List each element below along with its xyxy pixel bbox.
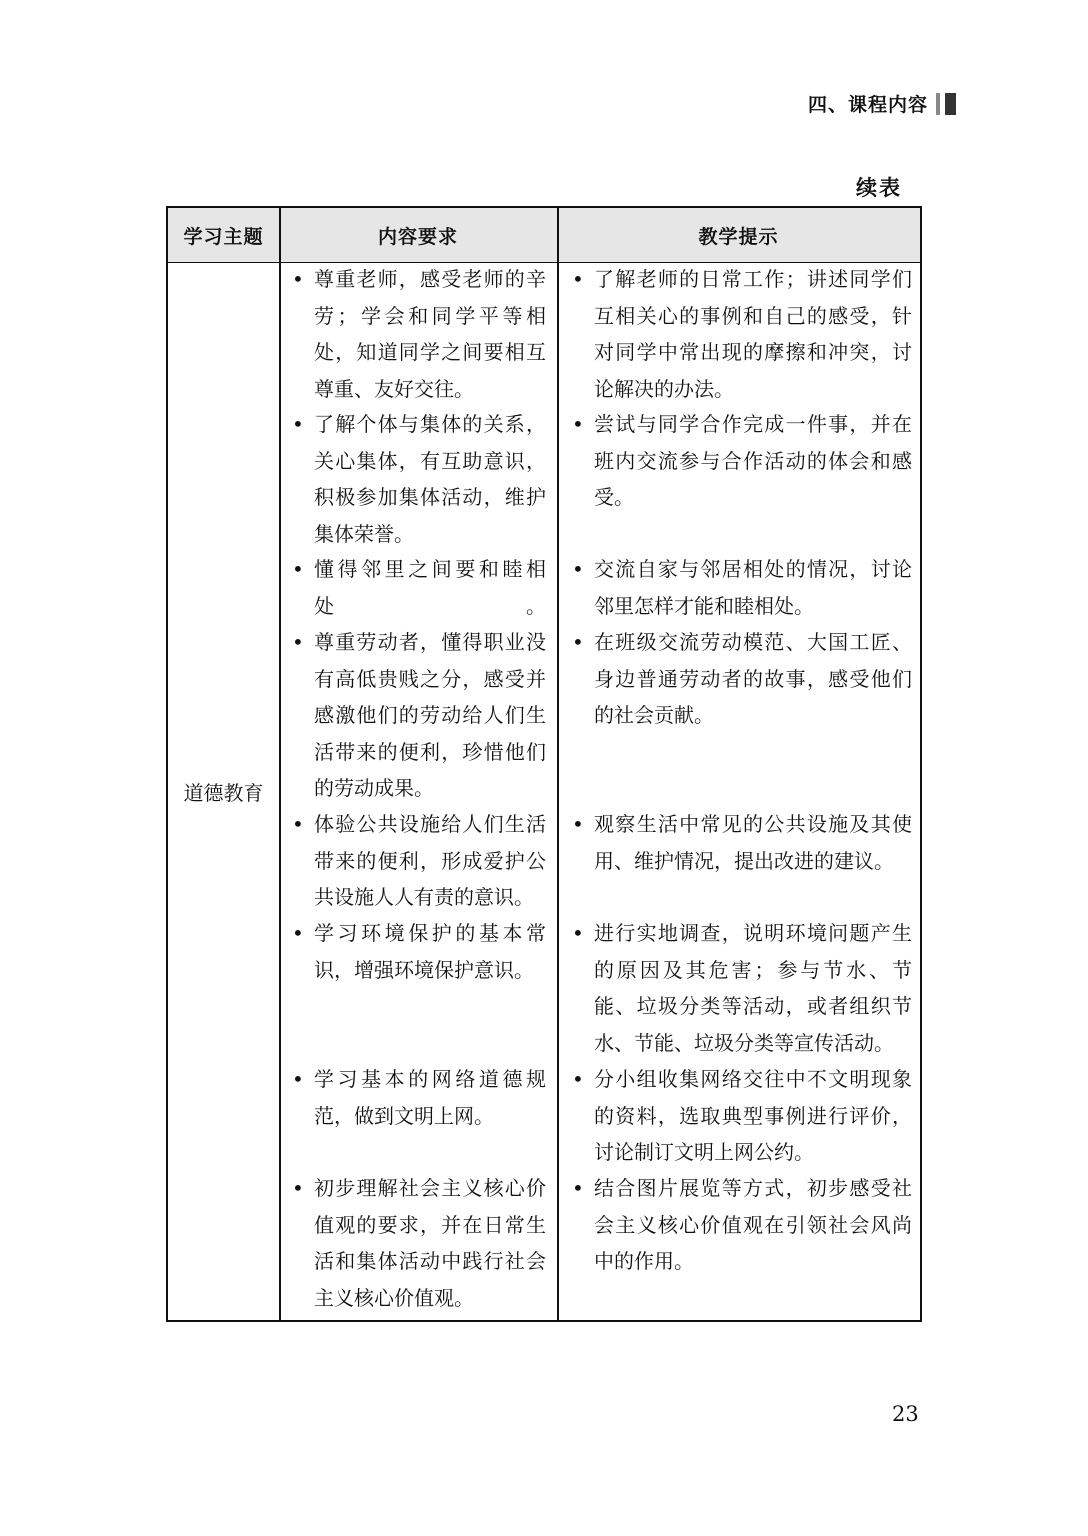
- header-tips: 教学提示: [698, 225, 779, 248]
- requirement-item: • 尊重劳动者，懂得职业没有高低贵贱之分，感受并感激他们的劳动给人们生活带来的便利，珍惜他们的劳动成果。: [292, 630, 546, 800]
- header-requirements: 内容要求: [377, 225, 458, 248]
- tip-item: • 进行实地调查，说明环境问题产生的原因及其危害；参与节水、节能、垃圾分类等活动，或者组织节水、节能、垃圾分类等宣传活动。: [572, 921, 912, 1055]
- header-topic: 学习主题: [183, 225, 264, 248]
- requirement-item: • 学习环境保护的基本常识，增强环境保护意识。: [292, 921, 546, 982]
- tip-item: • 在班级交流劳动模范、大国工匠、身边普通劳动者的故事，感受他们的社会贡献。: [572, 630, 912, 727]
- continued-label: 续表: [856, 176, 902, 200]
- section-title: 四、课程内容: [807, 94, 928, 116]
- tip-item: • 尝试与同学合作完成一件事，并在班内交流参与合作活动的体会和感受。: [572, 412, 912, 509]
- tip-item: • 分小组收集网络交往中不文明现象的资料，选取典型事例进行评价，讨论制订文明上网公约。: [572, 1067, 912, 1164]
- tip-item: • 交流自家与邻居相处的情况，讨论邻里怎样才能和睦相处。: [572, 557, 912, 618]
- column-divider: [279, 208, 281, 1320]
- requirement-item: • 初步理解社会主义核心价值观的要求，并在日常生活和集体活动中践行社会主义核心价值观。: [292, 1176, 546, 1310]
- section-header: [808, 90, 956, 117]
- tip-item: • 观察生活中常见的公共设施及其使用、维护情况，提出改进的建议。: [572, 812, 912, 873]
- requirement-item: • 学习基本的网络道德规范，做到文明上网。: [292, 1067, 546, 1128]
- section-marker-icon: [936, 93, 956, 115]
- requirement-item: • 尊重老师，感受老师的辛劳；学会和同学平等相处，知道同学之间要相互尊重、友好交往。: [292, 267, 546, 401]
- table-header-row: [168, 208, 920, 263]
- tip-item: • 结合图片展览等方式，初步感受社会主义核心价值观在引领社会风尚中的作用。: [572, 1176, 912, 1273]
- tip-item: • 了解老师的日常工作；讲述同学们互相关心的事例和自己的感受，针对同学中常出现的摩擦和冲突，讨论解决的办法。: [572, 267, 912, 401]
- requirement-item: • 懂得邻里之间要和睦相处。: [292, 557, 546, 618]
- requirement-item: • 了解个体与集体的关系，关心集体，有互助意识，积极参加集体活动，维护集体荣誉。: [292, 412, 546, 546]
- requirement-item: • 体验公共设施给人们生活带来的便利，形成爱护公共设施人人有责的意识。: [292, 812, 546, 909]
- topic-cell: 道德教育: [183, 780, 264, 805]
- column-divider: [557, 208, 559, 1320]
- page-number: 23: [892, 1402, 919, 1426]
